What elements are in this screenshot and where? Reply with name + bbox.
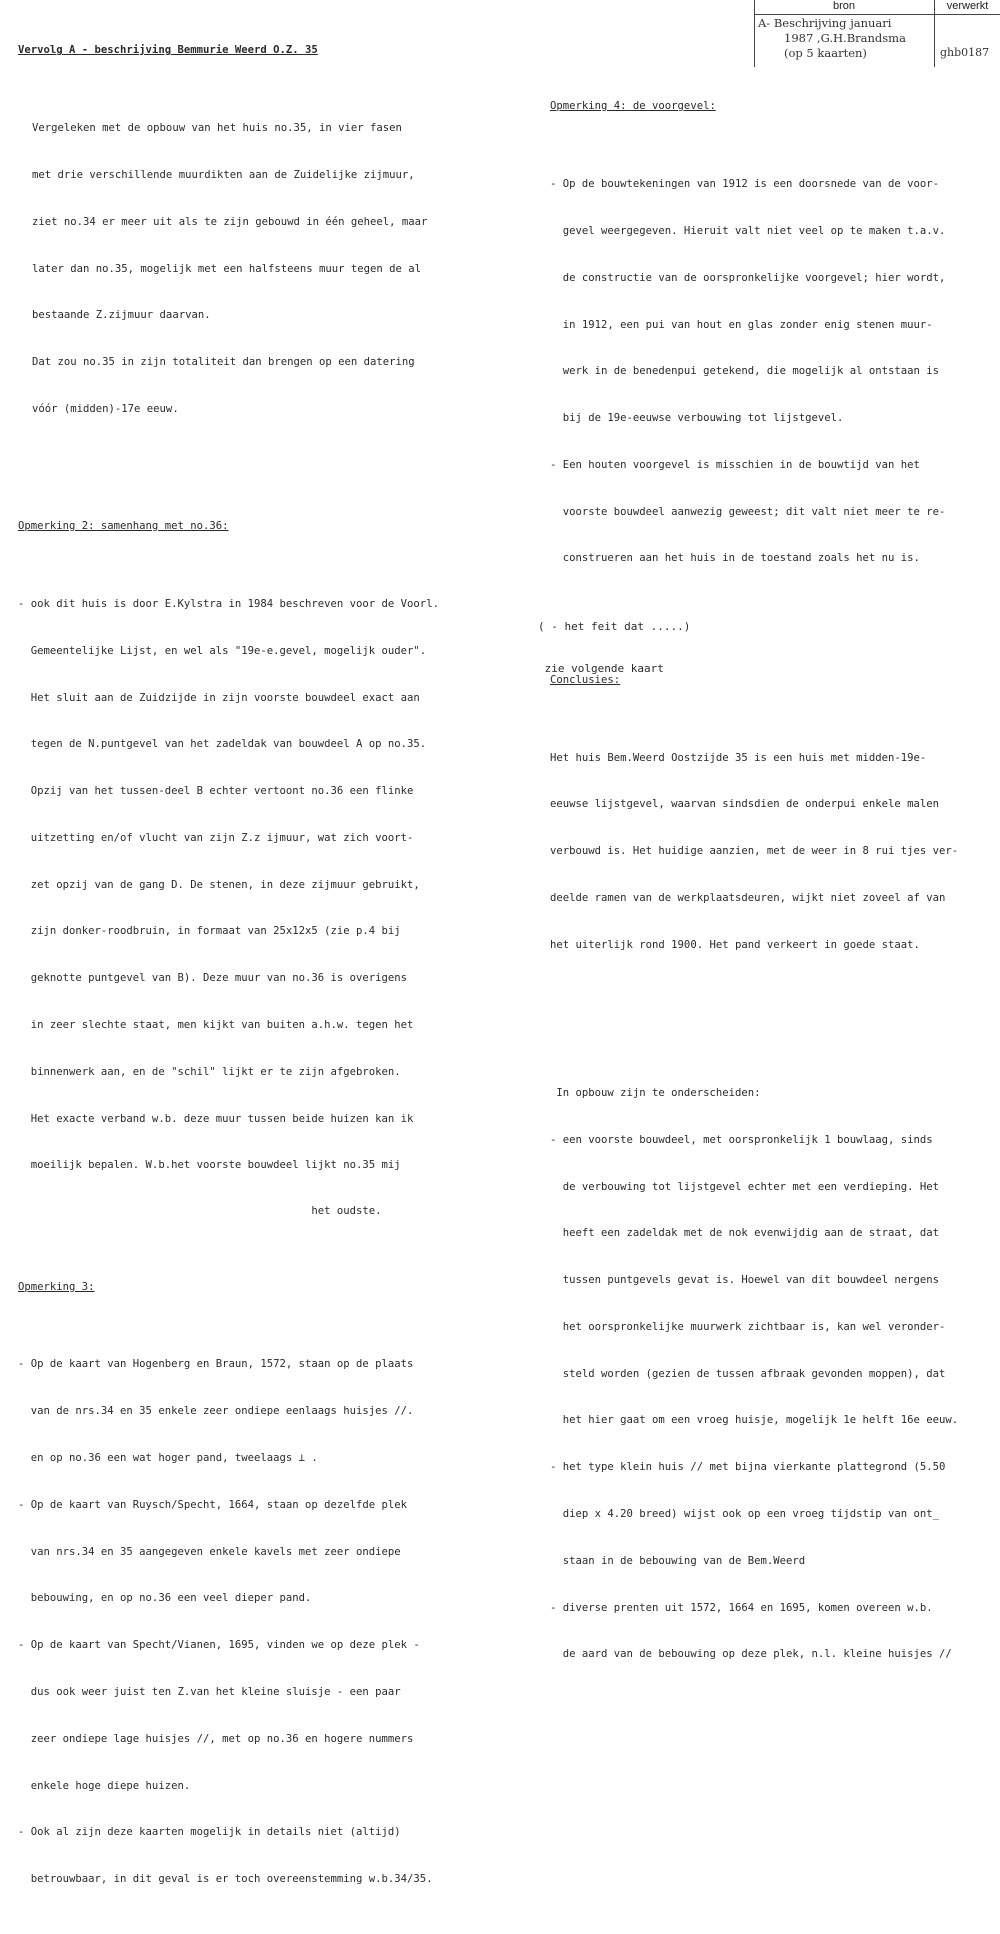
text-line: verbouwd is. Het huidige aanzien, met de weer in 8 rui tjes ver-	[550, 845, 959, 858]
opmerking-3-heading: Opmerking 3:	[18, 1280, 95, 1293]
text-line: - Een houten voorgevel is misschien in de bouwtijd van het	[550, 458, 920, 471]
page-title: Vervolg A - beschrijving Bemmurie Weerd O.Z. 35	[18, 44, 318, 57]
text-line: Opzij van het tussen-deel B echter vertoont no.36 een flinke	[18, 785, 414, 798]
text-line: ziet no.34 er meer uit als te zijn gebouwd in één geheel, maar	[32, 215, 428, 228]
text-line: - diverse prenten uit 1572, 1664 en 1695, komen overeen w.b.	[550, 1601, 933, 1614]
text-line: bestaande Z.zijmuur daarvan.	[32, 309, 211, 322]
text-line: deelde ramen van de werkplaatsdeuren, wijkt niet zoveel af van	[550, 891, 946, 904]
text-line: vóór (midden)-17e eeuw.	[32, 402, 179, 415]
left-column	[18, 12, 439, 1934]
text-line: staan in de bebouwing van de Bem.Weerd	[550, 1554, 806, 1567]
text-line: - Op de kaart van Ruysch/Specht, 1664, staan op dezelfde plek	[18, 1498, 408, 1511]
text-line: Het huis Bem.Weerd Oostzijde 35 is een huis met midden-19e-	[550, 751, 927, 764]
text-line: zet opzij van de gang D. De stenen, in deze zijmuur gebruikt,	[18, 878, 420, 891]
text-line: - ook dit huis is door E.Kylstra in 1984 beschreven voor de Voorl.	[18, 597, 439, 610]
text-line: tussen puntgevels gevat is. Hoewel van dit bouwdeel nergens	[550, 1274, 940, 1287]
intro-paragraph	[18, 90, 439, 449]
text-line: in 1912, een pui van hout en glas zonder enig stenen muur-	[550, 318, 933, 331]
text-line: steld worden (gezien de tussen afbraak gevonden moppen), dat	[550, 1367, 946, 1380]
text-line: moeilijk bepalen. W.b.het voorste bouwdeel lijkt no.35 mij	[18, 1159, 401, 1172]
text-line: binnenwerk aan, en de "schil" lijkt er te zijn afgebroken.	[18, 1065, 401, 1078]
text-line: eeuwse lijstgevel, waarvan sindsdien de onderpui enkele malen	[550, 798, 940, 811]
text-line: diep x 4.20 breed) wijst ook op een vroeg tijdstip van ont_	[550, 1508, 940, 1521]
opmerking-2-heading: Opmerking 2: samenhang met no.36:	[18, 520, 229, 532]
text-line: het uiterlijk rond 1900. Het pand verkeert in goede staat.	[550, 938, 920, 951]
text-line: - Ook al zijn deze kaarten mogelijk in details niet (altijd)	[18, 1826, 401, 1839]
text-line: Het sluit aan de Zuidzijde in zijn voorste bouwdeel exact aan	[18, 691, 420, 704]
verwerkt-code: ghb0187	[940, 46, 990, 59]
opmerking-3-body	[18, 1326, 439, 1919]
opbouw-body	[550, 1055, 958, 1694]
text-line: zeer ondiepe lage huisjes //, met op no.36 en hogere nummers	[18, 1732, 414, 1745]
text-line: Dat zou no.35 in zijn totaliteit dan brengen op een datering	[32, 356, 415, 369]
table-header-verwerkt: verwerkt	[946, 0, 989, 12]
text-line: het hier gaat om een vroeg huisje, mogelijk 1e helft 16e eeuw.	[550, 1414, 959, 1427]
text-line: van de nrs.34 en 35 enkele zeer ondiepe eenlaags huisjes //.	[18, 1405, 414, 1418]
text-line: in zeer slechte staat, men kijkt van buiten a.h.w. tegen het	[18, 1019, 414, 1031]
source-table	[754, 0, 1000, 67]
text-line: bij de 19e-eeuwse verbouwing tot lijstgevel.	[550, 412, 844, 425]
text-line: het oudste.	[18, 1205, 382, 1218]
opmerking-4-heading: Opmerking 4: de voorgevel:	[550, 100, 716, 113]
text-line: - een voorste bouwdeel, met oorspronkelijk 1 bouwlaag, sinds	[550, 1133, 933, 1146]
opmerking-4-body	[550, 146, 958, 598]
text-line: - Op de bouwtekeningen van 1912 is een doorsnede van de voor-	[550, 178, 940, 191]
text-line: bebouwing, en op no.36 een veel dieper pand.	[18, 1592, 312, 1605]
text-line: de verbouwing tot lijstgevel echter met een verdieping. Het	[550, 1180, 940, 1193]
text-line: met drie verschillende muurdikten aan de Zuidelijke zijmuur,	[32, 168, 415, 181]
text-line: - Op de kaart van Hogenberg en Braun, 1572, staan op de plaats	[18, 1358, 414, 1371]
continued-note	[538, 592, 690, 690]
text-line: - het type klein huis // met bijna vierkante plattegrond (5.50	[550, 1461, 946, 1474]
conclusies-heading: Conclusies:	[550, 673, 621, 686]
table-header-bron: bron	[832, 0, 856, 12]
footer-line: zie volgende kaart	[538, 662, 664, 675]
text-line: In opbouw zijn te onderscheiden:	[550, 1087, 761, 1099]
text-line: uitzetting en/of vlucht van zijn Z.z ijmuur, wat zich voort-	[18, 831, 414, 844]
text-line: enkele hoge diepe huizen.	[18, 1779, 191, 1792]
text-line: geknotte puntgevel van B). Deze muur van no.36 is overigens	[18, 972, 408, 985]
text-line: werk in de benedenpui getekend, die mogelijk al ontstaan is	[550, 365, 940, 378]
text-line: construeren aan het huis in de toestand zoals het nu is.	[550, 552, 920, 565]
text-line: later dan no.35, mogelijk met een halfsteens muur tegen de al	[32, 262, 422, 275]
text-line: van nrs.34 en 35 aangegeven enkele kavels met zeer ondiepe	[18, 1545, 401, 1558]
text-line: Het exacte verband w.b. deze muur tussen beide huizen kan ik	[18, 1112, 414, 1125]
text-line: zijn donker-roodbruin, in formaat van 25x12x5 (zie p.4 bij	[18, 925, 401, 938]
text-line: dus ook weer juist ten Z.van het kleine sluisje - een paar	[18, 1685, 401, 1698]
text-line: de constructie van de oorspronkelijke voorgevel; hier wordt,	[550, 271, 946, 284]
opmerking-2-body	[18, 566, 439, 1249]
conclusies-body	[550, 719, 958, 984]
text-line: Gemeentelijke Lijst, en wel als "19e-e.gevel, mogelijk ouder".	[18, 644, 427, 657]
bron-line: 1987 ,G.H.Brandsma	[784, 31, 906, 45]
text-line: gevel weergegeven. Hieruit valt niet veel op te maken t.a.v.	[550, 224, 946, 237]
text-line: betrouwbaar, in dit geval is er toch overeenstemming w.b.34/35.	[18, 1873, 433, 1886]
text-line: de aard van de bebouwing op deze plek, n.l. kleine huisjes //	[550, 1648, 952, 1661]
text-line: het oorspronkelijke muurwerk zichtbaar is, kan wel veronder-	[550, 1320, 946, 1333]
text-line: Vergeleken met de opbouw van het huis no.35, in vier fasen	[32, 122, 402, 135]
bron-line: (op 5 kaarten)	[784, 46, 867, 60]
footer-line: ( - het feit dat .....)	[538, 620, 691, 633]
bron-line: A- Beschrijving januari	[758, 16, 892, 30]
text-line: - Op de kaart van Specht/Vianen, 1695, vinden we op deze plek -	[18, 1639, 420, 1652]
text-line: voorste bouwdeel aanwezig geweest; dit valt niet meer te re-	[550, 505, 946, 518]
text-line: tegen de N.puntgevel van het zadeldak van bouwdeel A op no.35.	[18, 738, 427, 751]
text-line: heeft een zadeldak met de nok evenwijdig aan de straat, dat	[550, 1227, 940, 1240]
right-column	[550, 68, 958, 1710]
text-line: en op no.36 een wat hoger pand, tweelaags ⊥ .	[18, 1452, 318, 1465]
